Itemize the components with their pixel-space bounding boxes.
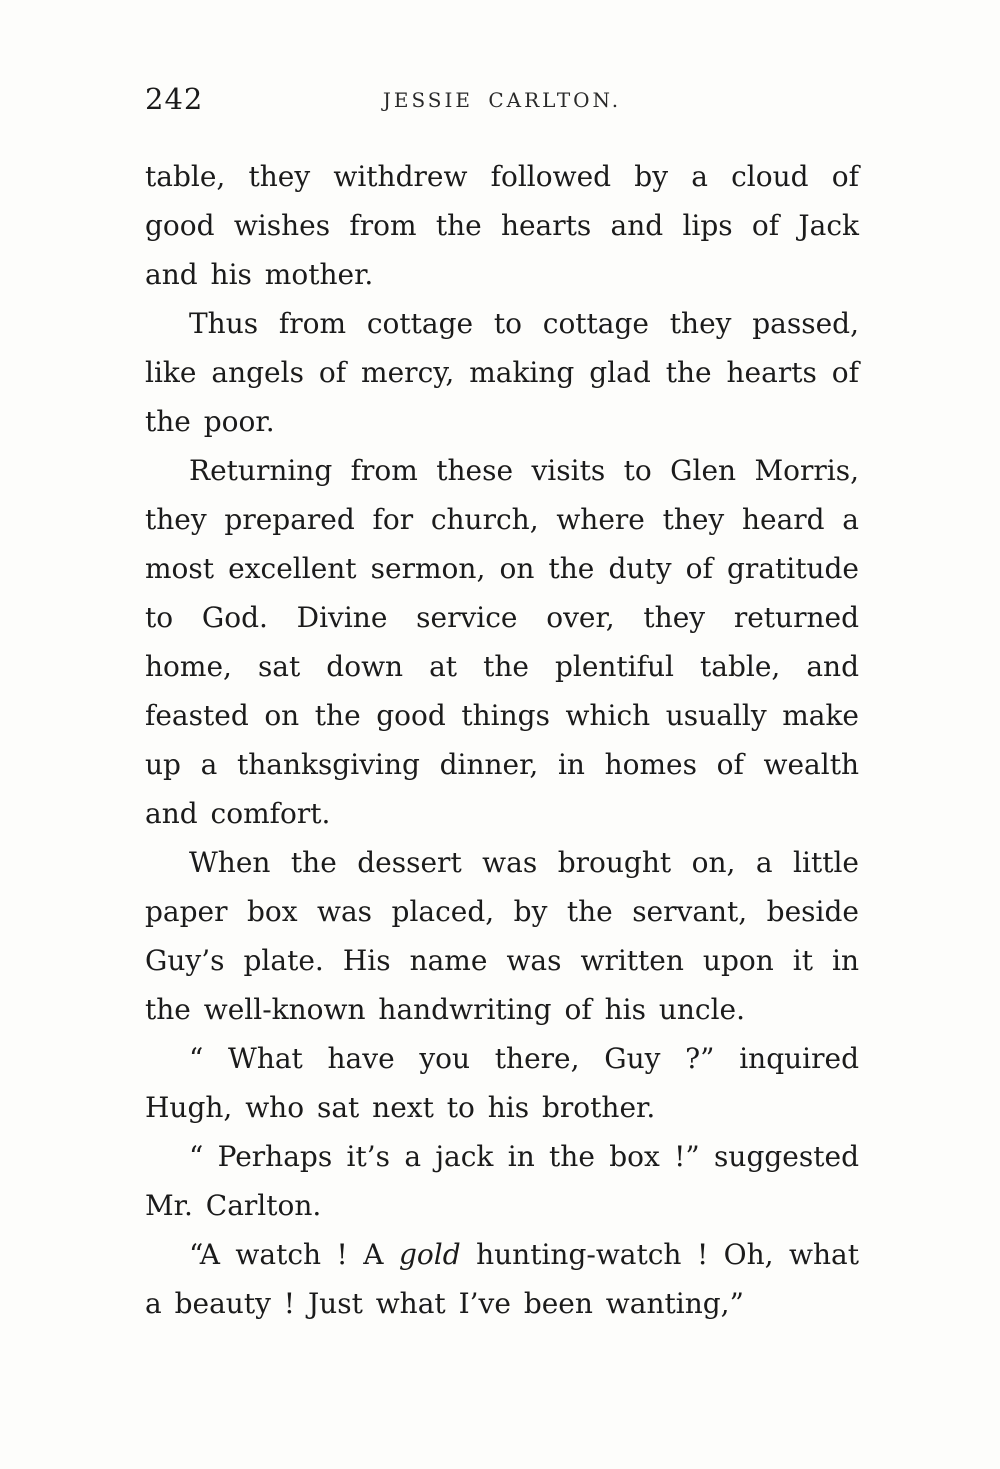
paragraph-text: Thus from cottage to cottage they passed, like angels of mercy, making glad the hearts of the poor. xyxy=(145,307,859,438)
paragraph xyxy=(145,1034,859,1132)
paragraph-text: Returning from these visits to Glen Morris, they prepared for church, where they heard a most excellent sermon, on the duty of gratitude to God. Divine service over, they returned home, sat down at the plentiful table, and feasted on the good things which usually make up a thanksgiving dinner, in homes of wealth and comfort. xyxy=(145,454,859,830)
paragraph xyxy=(145,838,859,1034)
paragraph-text: When the dessert was brought on, a little paper box was placed, by the servant, beside Guy’s plate. His name was written upon it in the well-known handwriting of his uncle. xyxy=(145,846,859,1026)
paragraph xyxy=(145,299,859,446)
page-number: 242 xyxy=(145,82,204,116)
paragraph-text: “ What have you there, Guy ?” inquired Hugh, who sat next to his brother. xyxy=(145,1042,859,1124)
running-head xyxy=(145,82,859,116)
paragraph-text: “ Perhaps it’s a jack in the box !” suggested Mr. Carlton. xyxy=(145,1140,859,1222)
paragraph xyxy=(145,1132,859,1230)
paragraph xyxy=(145,152,859,299)
paragraph xyxy=(145,446,859,838)
text-block xyxy=(145,0,859,1328)
paragraph-text: hunting-watch ! Oh, what a beauty ! Just what I’ve been wanting,” xyxy=(145,1238,859,1320)
body-text xyxy=(145,152,859,1328)
paragraph xyxy=(145,1230,859,1328)
page-title: JESSIE CARLTON. xyxy=(382,88,622,112)
paragraph-text-italic: gold xyxy=(398,1238,461,1271)
paragraph-text: “A watch ! A xyxy=(189,1238,399,1271)
paragraph-text: table, they withdrew followed by a cloud of good wishes from the hearts and lips of Jack and his mother. xyxy=(145,160,859,291)
